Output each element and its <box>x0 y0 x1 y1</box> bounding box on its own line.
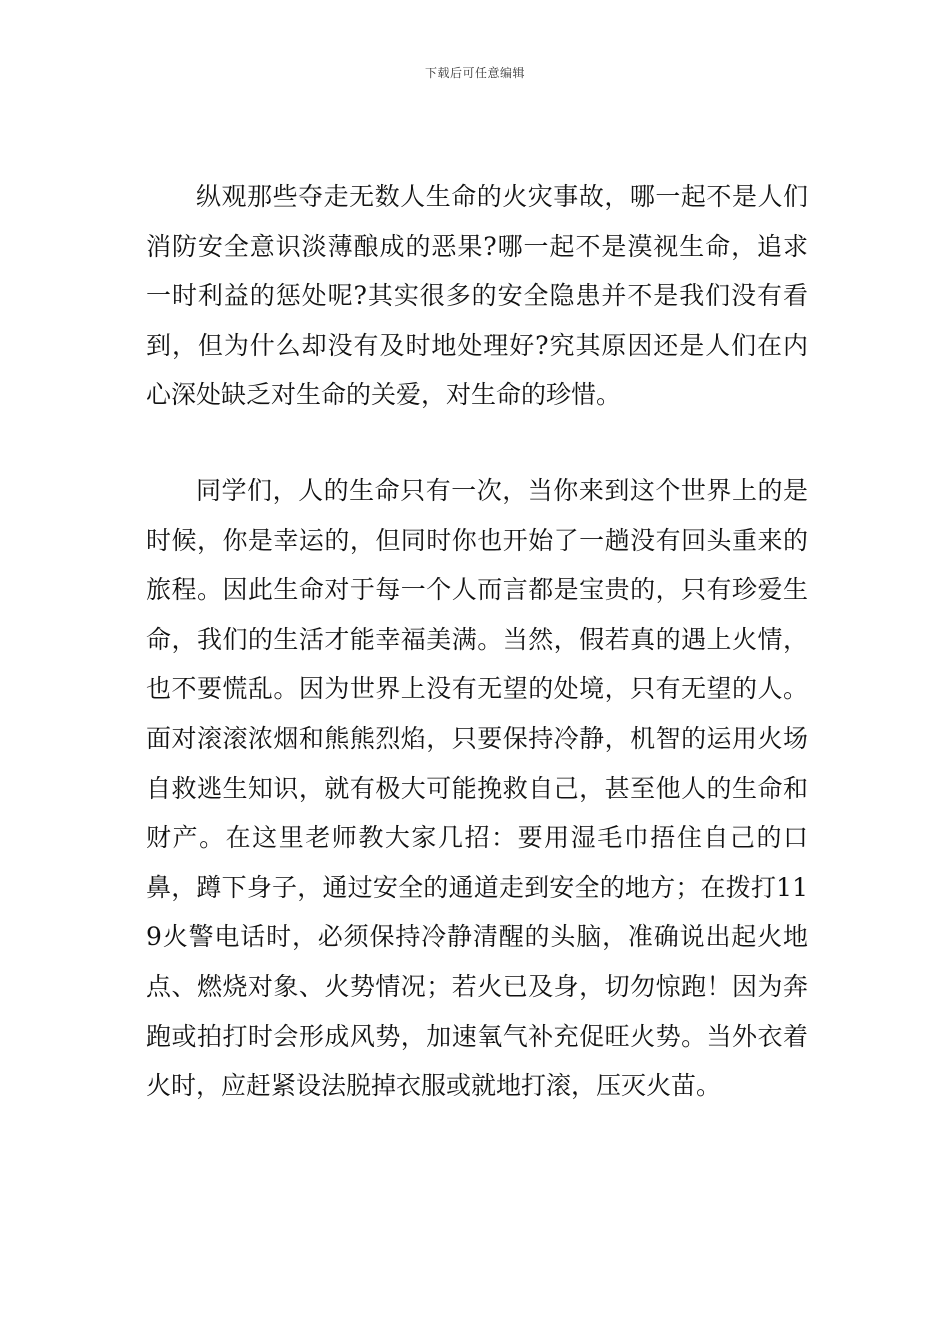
paragraph-fire-safety-advice: 同学们，人的生命只有一次，当你来到这个世界上的是时候，你是幸运的，但同时你也开始了一趟没有回头重来的旅程。因此生命对于每一个人而言都是宝贵的，只有珍爱生命，我们的生活才能幸福美满。当然，假若真的遇上火情，也不要慌乱。因为世界上没有无望的处境，只有无望的人。面对滚滚浓烟和熊熊烈焰，只要保持冷静，机智的运用火场自救逃生知识，就有极大可能挽救自己，甚至他人的生命和财产。在这里老师教大家几招：要用湿毛巾捂住自己的口鼻，蹲下身子，通过安全的通道走到安全的地方；在拨打119火警电话时，必须保持冷静清醒的头脑，准确说出起火地点、燃烧对象、火势情况；若火已及身，切勿惊跑！因为奔跑或拍打时会形成风势，加速氧气补充促旺火势。当外衣着火时，应赶紧设法脱掉衣服或就地打滚，压灭火苗。 <box>146 475 808 1101</box>
document-body <box>146 172 808 1111</box>
paragraph-fire-accidents: 纵观那些夺走无数人生命的火灾事故，哪一起不是人们消防安全意识淡薄酿成的恶果?哪一起不是漠视生命，追求一时利益的惩处呢?其实很多的安全隐患并不是我们没有看到，但为什么却没有及时地处理好?究其原因还是人们在内心深处缺乏对生命的关爱，对生命的珍惜。 <box>146 182 808 410</box>
page-header-note: 下载后可任意编辑 <box>424 66 525 80</box>
